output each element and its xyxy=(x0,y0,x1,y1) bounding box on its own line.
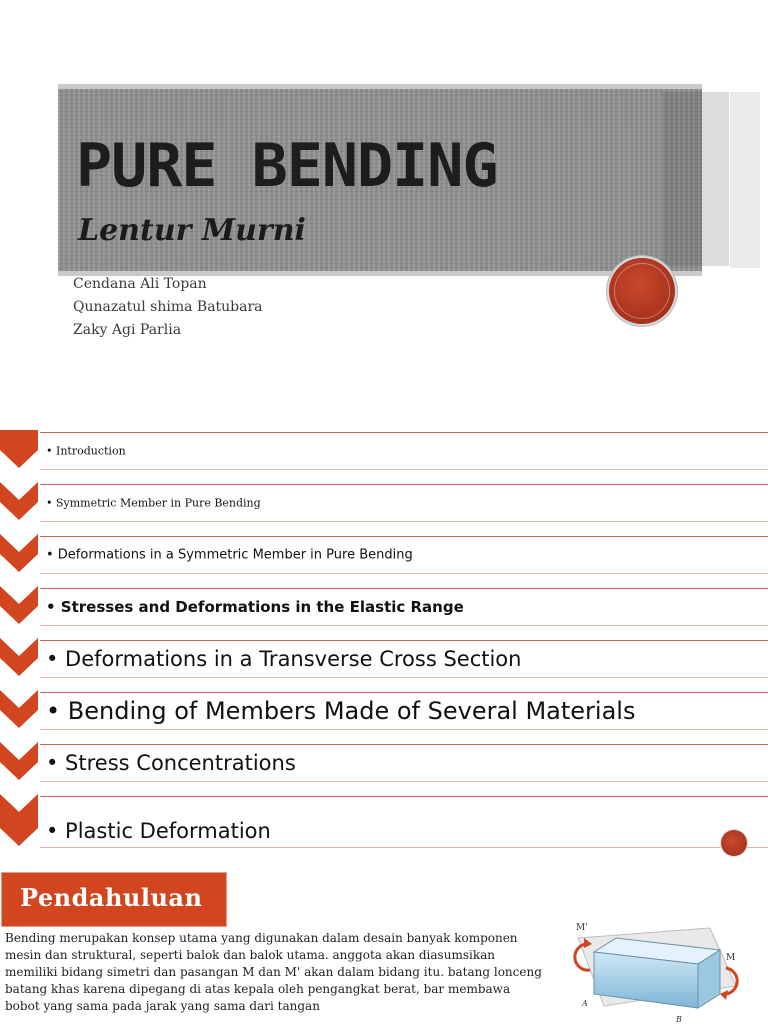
decorative-seal-small xyxy=(721,830,747,856)
outline-item xyxy=(40,692,768,730)
slide-title: PURE BENDING xyxy=(76,131,498,201)
slide-subtitle: Lentur Murni xyxy=(78,213,306,248)
outline-item-label: • Plastic Deformation xyxy=(46,819,271,843)
label-m-prime: M' xyxy=(576,923,588,933)
outline-item-label: • Symmetric Member in Pure Bending xyxy=(46,496,261,510)
outline-item xyxy=(40,484,768,522)
author-name: Cendana Ali Topan xyxy=(73,276,207,292)
chevron-icon xyxy=(0,586,38,624)
outline-slide xyxy=(0,430,768,860)
outline-item xyxy=(40,744,768,782)
title-panel xyxy=(58,84,702,276)
outline-item-label: • Deformations in a Symmetric Member in Pure Bending xyxy=(46,547,413,563)
outline-item-label: • Stresses and Deformations in the Elastic Range xyxy=(46,598,464,616)
chevron-icon xyxy=(0,638,38,676)
introduction-slide xyxy=(0,872,768,1024)
outline-item-label: • Introduction xyxy=(46,444,126,458)
chevron-icon xyxy=(0,794,38,846)
section-heading-box xyxy=(2,873,226,926)
author-name: Zaky Agi Parlia xyxy=(73,322,182,338)
chevron-icon xyxy=(0,690,38,728)
panel-texture-block xyxy=(663,92,729,266)
chevron-icon xyxy=(0,534,38,572)
decorative-seal xyxy=(609,258,675,324)
chevron-icon xyxy=(0,430,38,468)
outline-item xyxy=(40,640,768,678)
outline-item xyxy=(40,536,768,574)
title-slide xyxy=(0,0,768,388)
outline-item xyxy=(40,588,768,626)
outline-item xyxy=(40,432,768,470)
arrowhead-icon xyxy=(720,990,728,1000)
label-a: A xyxy=(582,999,588,1008)
beam-diagram xyxy=(560,894,750,1024)
label-m: M xyxy=(726,953,736,963)
outline-item-label: • Deformations in a Transverse Cross Section xyxy=(46,647,522,671)
outline-item-label: • Bending of Members Made of Several Materials xyxy=(46,697,636,725)
label-b: B xyxy=(676,1015,682,1024)
section-heading: Pendahuluan xyxy=(20,883,203,912)
outline-item xyxy=(40,796,768,848)
chevron-column xyxy=(0,430,38,860)
panel-light-strip xyxy=(730,92,760,268)
outline-item-label: • Stress Concentrations xyxy=(46,751,296,775)
intro-paragraph: Bending merupakan konsep utama yang digunakan dalam desain banyak komponen mesin dan struktural, seperti balok dan balok utama. anggota akan diasumsikan memiliki bidang simetri dan pasangan M dan M' akan dalam bidang itu. batang lonceng batang khas karena dipegang di atas kepala oleh pengangkat berat, bar membawa bobot yang sama pada jarak yang sama dari tangan xyxy=(5,931,542,1013)
chevron-icon xyxy=(0,742,38,780)
chevron-icon xyxy=(0,482,38,520)
author-name: Qunazatul shima Batubara xyxy=(73,299,263,315)
